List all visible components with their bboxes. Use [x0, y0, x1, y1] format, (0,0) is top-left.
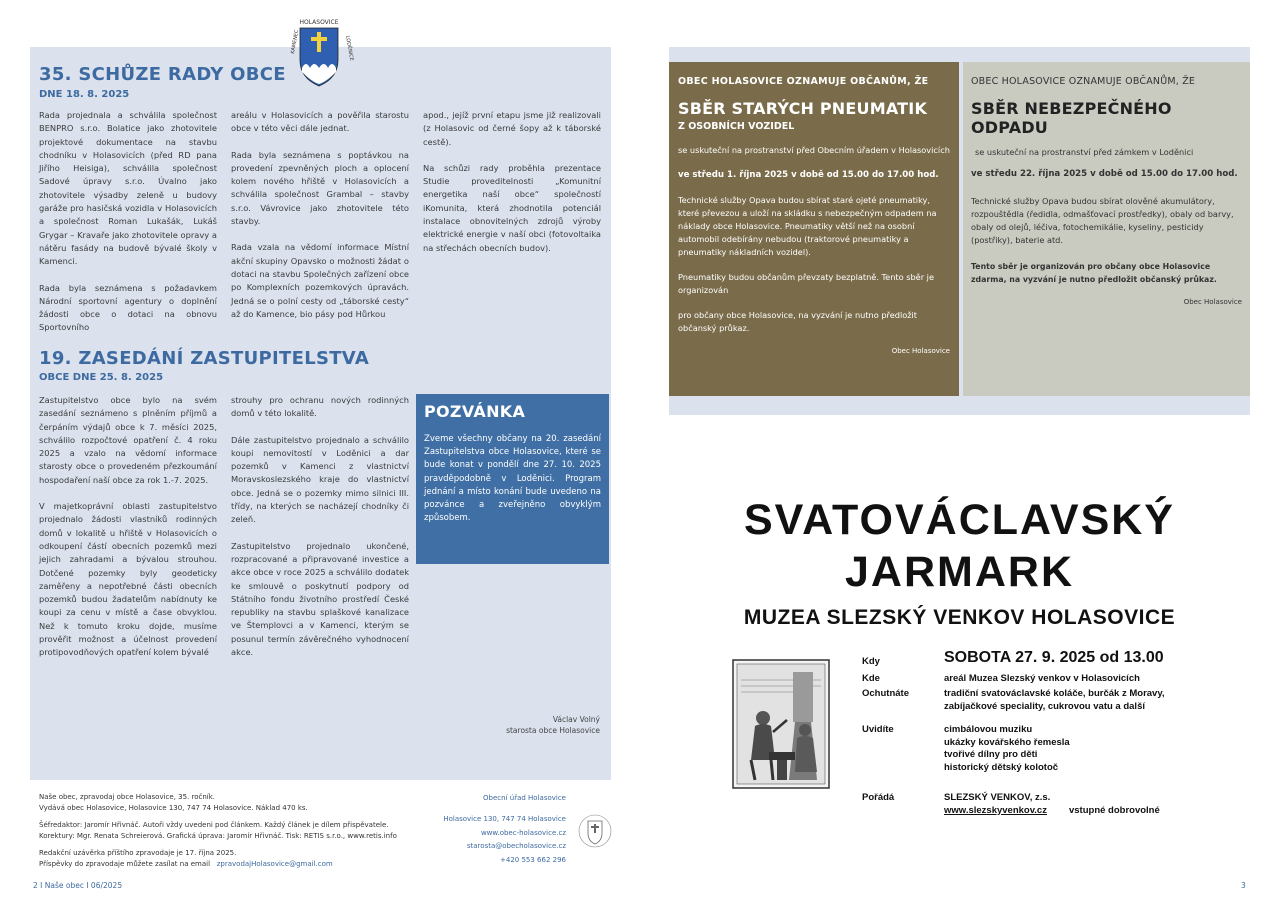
notice-details: Tento sběr je organizován pro občany obce Holasovice zdarma, na vyzvání je nutno předložit občanský průkaz.: [971, 262, 1217, 284]
section2-column-1: [39, 394, 217, 673]
office-web-link[interactable]: www.obec-holasovice.cz: [480, 828, 566, 837]
imprint: [39, 792, 397, 870]
imprint-line: Šéfredaktor: Jaromír Hřivnáč. Autoři vždy uvedeni pod článkem. Každý článek je dílem přispěvatele.: [39, 821, 389, 829]
page-footer-left: 2 I Naše obec I 06/2025: [33, 881, 123, 890]
paragraph: Zastupitelstvo projednalo ukončené, rozpracované a připravované investice a akce obce v roce 2025 a schválilo dodatek ke smlouvě o poskytnutí podpory od Státního fondu životního prostředí České republiky na stavbu splaškové kanalizace ve Štemplovci a v Kamenci, kterým se posunul termín závěrečného vyhodnocení akce.: [231, 540, 409, 658]
notice-signature: Obec Holasovice: [1183, 298, 1242, 306]
paragraph: areálu v Holasovicích a pověřila starostu obce v této věci dále jednat.: [231, 110, 409, 134]
admission-note: vstupné dobrovolné: [1068, 804, 1160, 816]
notice-details: Pneumatiky budou občanům převzaty bezplatně. Tento sběr je organizován: [678, 272, 934, 295]
imprint-line: Vydává obec Holasovice, Holasovice 130, 747 74 Holasovice. Náklad 470 ks.: [39, 804, 308, 812]
office-email-link[interactable]: starosta@obecholasovice.cz: [466, 842, 566, 851]
paragraph: Rada projednala a schválila společnost BENPRO s.r.o. Bolatice jako zhotovitele projektové dokumentace na stavbu chodníku v Holasovicích (před RD pana Jiřího Heisiga), schválila společnost Sadové úpravy s.r.o. Úvalno jako zhotovitele výsadby zeleně u budovy garáže pro hasičská vozidla v Holasovicích a společnost Roman Lukašák, Lukáš Grygar – Kravaře jako zhotovitele opravy a nátěru fasády na budově bývalé školy v Kamenci.: [39, 110, 217, 267]
organizer-web-row: [944, 805, 1214, 818]
fair-title: [669, 494, 1250, 598]
fair-title-line: JARMARK: [845, 548, 1074, 596]
fair-organizer: [944, 792, 1214, 817]
paragraph: Zastupitelstvo obce bylo na svém zasedání seznámeno s plněním příjmů a čerpáním výdajů obce k 7. měsíci 2025, schválilo rozpočtové opatření č. 4 roku 2025 a vzalo na vědomí informace starosty obce o provedeném přezkoumání hospodaření naší obce za rok 1.-7. 2025.: [39, 395, 217, 485]
notice-title: SBĚR STARÝCH PNEUMATIK: [678, 99, 928, 118]
notice-title: SBĚR NEBEZPEČNÉHO ODPADU: [971, 99, 1172, 137]
fair-label: Uvidíte: [862, 724, 894, 735]
svg-text:KAMENEC: KAMENEC: [290, 29, 301, 55]
fair-label: Kdy: [862, 656, 880, 667]
paragraph: Na schůzi rady proběhla prezentace Studie proveditelnosti „Komunitní energetika naší obce“ společností iKomunita, která zhodnotila potenciál instalace obnovitelných zdrojů výroby elektrické energie v naší obci (fotovoltaika na střechách obecních budov).: [423, 162, 601, 253]
fair-program: [944, 724, 1214, 774]
blacksmith-woodcut-image: [733, 660, 829, 788]
paragraph: Rada vzala na vědomí informace Místní akční skupiny Opavsko o možnosti žádat o dotaci na stavbu Společných zařízení obce po Komplexních pozemkových úpravách. Jedná se o polní cesty od „táborské cesty“ až do Kamence, bio pásy pod Hůrkou: [231, 242, 409, 319]
contributions-email-link[interactable]: zpravodajHolasovice@gmail.com: [216, 860, 333, 868]
fair-label: Ochutnáte: [862, 688, 909, 699]
invitation-box: [416, 394, 609, 564]
notice-details: Technické služby Opava budou sbírat staré ojeté pneumatiky, které převezou a uloží na skládku s nebezpečným odpadem na náklady obce Holasovice. Pneumatiky větší než na osobní automobil odebírány nebudou (traktorové pneumatiky a pneumatiky nákladních vozidel).: [678, 195, 937, 257]
invitation-title: POZVÁNKA: [424, 402, 526, 421]
section2-title: 19. ZASEDÁNÍ ZASTUPITELSTVA: [39, 348, 370, 369]
program-item: ukázky kovářského řemesla: [944, 736, 1070, 748]
imprint-line: [39, 859, 397, 870]
svg-text:LODĚNICE: LODĚNICE: [344, 35, 355, 62]
tire-collection-notice: [669, 62, 959, 396]
office-contacts: [420, 792, 566, 867]
organizer-web-link[interactable]: www.slezskyvenkov.cz: [944, 804, 1047, 816]
fair-food: tradiční svatováclavské koláče, burčák z Moravy, zabíjačkové speciality, cukrovou vatu a další: [944, 688, 1165, 712]
notice-details: Technické služby Opava budou sbírat olověné akumulátory, rozpouštědla (ředidla, odmašťovací prostředky), obaly od barvy, obaly od olejů, léčiva, fotochemikálie, kyseliny, pesticidy (postřiky), baterie atd.: [971, 196, 1234, 245]
imprint-text: Příspěvky do zpravodaje můžete zasílat na email: [39, 860, 211, 868]
imprint-line: Redakční uzávěrka příštího zpravodaje je 17. října 2025.: [39, 849, 237, 857]
paragraph: Dále zastupitelstvo projednalo a schválilo koupi nemovitostí v Loděnici a dar pozemků v Kamenci z vlastnictví Moravskoslezského kraje do vlastnictví obce. Jedná se o pozemky mimo silnici III. třídy, na kterých se nacházejí chodníky či zeleň.: [231, 434, 409, 525]
notice-date: ve středu 22. října 2025 v době od 15.00 do 17.00 hod.: [971, 169, 1238, 179]
fair-label: Kde: [862, 673, 880, 684]
notice-intro: OBEC HOLASOVICE OZNAMUJE OBČANŮM, ŽE: [971, 76, 1196, 87]
section2-column-2: [231, 394, 409, 672]
paragraph: strouhy pro ochranu nových rodinných domů v této lokalitě.: [231, 395, 409, 419]
fair-subtitle: MUZEA SLEZSKÝ VENKOV HOLASOVICE: [743, 606, 1176, 629]
footer-crest-logo: [578, 811, 612, 851]
svg-text:HOLASOVICE: HOLASOVICE: [299, 19, 339, 26]
page-number-right: 3: [1241, 881, 1246, 890]
paragraph: apod., jejíž první etapu jsme již realizovali (z Holasovic od černé šopy až k táborské cestě).: [423, 110, 601, 147]
signature-role: starosta obce Holasovice: [506, 726, 600, 735]
program-item: historický dětský kolotoč: [944, 761, 1059, 773]
notice-signature: Obec Holasovice: [891, 347, 950, 355]
organizer-name: SLEZSKÝ VENKOV, z.s.: [944, 792, 1051, 803]
holasovice-crest-logo: [286, 16, 355, 92]
program-item: tvořivé dílny pro děti: [944, 749, 1038, 760]
section1-column-2: [231, 109, 409, 334]
section2-subtitle: OBCE DNE 25. 8. 2025: [39, 372, 164, 383]
imprint-line: Korektury: Mgr. Renata Schreierová. Grafická úprava: Jaromír Hřivnáč. Tisk: RETIS s.r.o., www.retis.info: [39, 832, 397, 840]
notice-subtitle: Z OSOBNÍCH VOZIDEL: [678, 121, 795, 132]
hazardous-waste-notice: [963, 62, 1250, 396]
notice-details: pro občany obce Holasovice, na vyzvání je nutno předložit občanský průkaz.: [678, 310, 918, 333]
fair-label: Pořádá: [862, 792, 895, 803]
section1-column-3: [423, 109, 601, 268]
imprint-line: Naše obec, zpravodaj obce Holasovice, 35. ročník.: [39, 793, 216, 801]
notice-location: se uskuteční na prostranství před zámkem v Loděnici: [975, 147, 1194, 157]
office-phone: +420 553 662 296: [500, 855, 566, 864]
notice-location: se uskuteční na prostranství před Obecním úřadem v Holasovicích: [678, 145, 950, 155]
section1-subtitle: DNE 18. 8. 2025: [39, 89, 130, 100]
paragraph: Rada byla seznámena s požadavkem Národní sportovní agentury o doplnění žádosti obce o dotaci na obnovu Sportovního: [39, 282, 217, 333]
notice-intro: OBEC HOLASOVICE OZNAMUJE OBČANŮM, ŽE: [678, 76, 929, 87]
office-address: Holasovice 130, 747 74 Holasovice: [443, 815, 566, 824]
office-name: Obecní úřad Holasovice: [483, 794, 566, 802]
paragraph: Rada byla seznámena s poptávkou na provedení zpevněných ploch a oplocení kolem nového hřiště v Holasovicích a schválila společnost Grambal – stavby s.r.o. Vávrovice jako zhotovitele této stavby.: [231, 149, 409, 227]
fair-title-line: SVATOVÁCLAVSKÝ: [744, 496, 1175, 544]
notice-date: ve středu 1. října 2025 v době od 15.00 do 17.00 hod.: [678, 170, 939, 180]
section1-column-1: [39, 109, 217, 348]
fair-place: areál Muzea Slezský venkov v Holasovicích: [944, 673, 1140, 684]
paragraph: V majetkoprávní oblasti zastupitelstvo projednalo žádosti vlastníků rodinných domů v lokalitě u hřiště v Holasovicích o odkoupení částí obecních pozemků mezi jejich zahradami a bývalou strouhou. Dotčené pozemky byly geodeticky zaměřeny a nepotřebné části obecních pozemků budou žadatelům nabídnuty ke koupi za cenu v místě a čase obvyklou. Než k tomuto kroku dojde, musíme prověřit možnost a účelnost provedení protipovodňových opatření kolem bývalé: [39, 501, 217, 658]
invitation-text: Zveme všechny občany na 20. zasedání Zastupitelstva obce Holasovice, které se bude konat v pondělí dne 27. 10. 2025 pravděpodobně v Loděnici. Program jednání a místo konání bude uvedeno na pozvánce a zveřejněno obvyklým způsobem.: [424, 434, 601, 524]
section1-title: 35. SCHŮZE RADY OBCE: [39, 64, 286, 85]
mayor-signature: [506, 714, 600, 736]
fair-date: SOBOTA 27. 9. 2025 od 13.00: [944, 649, 1164, 666]
signature-name: Václav Volný: [552, 715, 600, 724]
program-item: cimbálovou muziku: [944, 724, 1033, 735]
